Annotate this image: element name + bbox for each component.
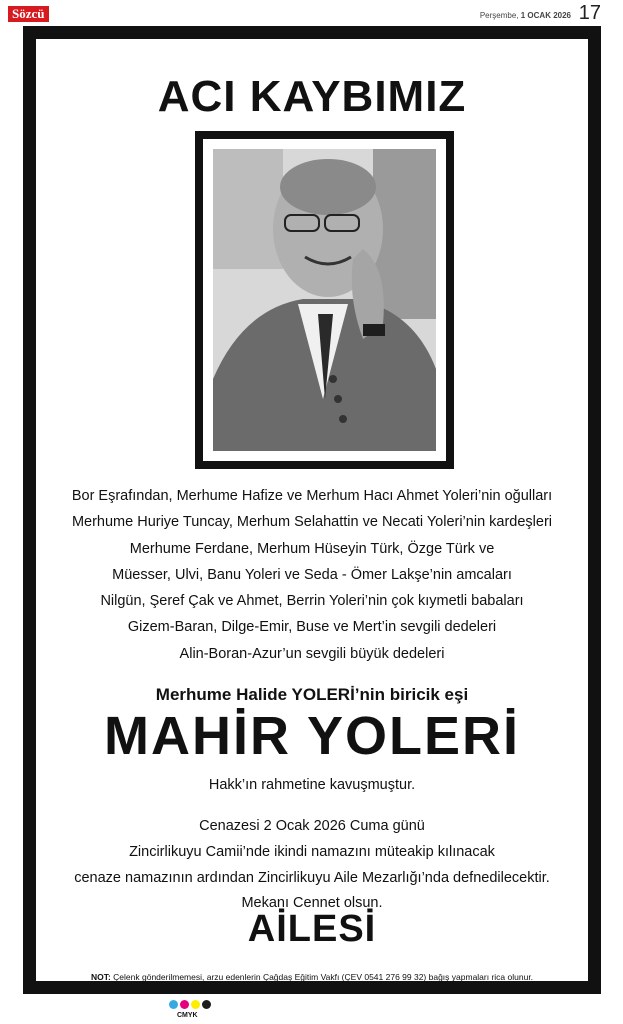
- newspaper-logo: Sözcü: [8, 6, 49, 22]
- relatives-line: Merhume Huriye Tuncay, Merhum Selahattin ve Necati Yoleri’nin kardeşleri: [71, 514, 553, 531]
- portrait-photo: [213, 149, 436, 451]
- relatives-line: Alin-Boran-Azur’un sevgili büyük dedeleri: [179, 645, 445, 662]
- magenta-dot: [180, 1000, 189, 1009]
- page-number: 17: [578, 2, 601, 24]
- date-day: Perşembe,: [479, 11, 519, 20]
- funeral-details: [36, 814, 588, 917]
- portrait-frame: [195, 131, 454, 469]
- relatives-line: Müesser, Ulvi, Banu Yoleri ve Seda - Ömer Lakşe’nin amcaları: [112, 566, 512, 583]
- funeral-line: Mekanı Cennet olsun.: [241, 895, 383, 912]
- relatives-line: Bor Eşrafından, Merhume Hafize ve Merhum Hacı Ahmet Yoleri’nin oğulları: [71, 488, 553, 504]
- cmyk-label: CMYK: [177, 1012, 198, 1019]
- deceased-name: MAHİR YOLERİ: [103, 706, 521, 766]
- obituary-title: ACI KAYBIMIZ: [157, 72, 467, 121]
- note-label: NOT:: [90, 972, 111, 982]
- black-dot: [202, 1000, 211, 1009]
- funeral-line: Zincirlikuyu Camii’nde ikindi namazını müteakip kılınacak: [129, 843, 495, 860]
- cyan-dot: [169, 1000, 178, 1009]
- obituary-frame: [23, 26, 601, 994]
- relatives-line: Merhume Ferdane, Merhum Hüseyin Türk, Özge Türk ve: [129, 540, 495, 557]
- date-value: 1 OCAK 2026: [520, 11, 571, 20]
- family-signature: AİLESİ: [247, 908, 377, 950]
- footer-note: [36, 972, 588, 982]
- funeral-line: cenaze namazının ardından Zincirlikuyu Aile Mezarlığı’nda defnedilecektir.: [74, 869, 550, 886]
- relatives-line: Nilgün, Şeref Çak ve Ahmet, Berrin Yoleri’nin çok kıymetli babaları: [100, 593, 524, 610]
- funeral-line: Cenazesi 2 Ocak 2026 Cuma günü: [199, 818, 425, 834]
- spouse-subhead: Merhume Halide YOLERİ’nin biricik eşi: [155, 685, 469, 704]
- note-text: Çelenk gönderilmemesi, arzu edenlerin Çağdaş Eğitim Vakfı (ÇEV 0541 276 99 32) bağış yapmaları rica olunur.: [113, 972, 534, 982]
- yellow-dot: [191, 1000, 200, 1009]
- header-date: [480, 11, 571, 20]
- relatives-line: Gizem-Baran, Dilge-Emir, Buse ve Mert’in sevgili dedeleri: [127, 619, 497, 636]
- passing-text: Hakk’ın rahmetine kavuşmuştur.: [208, 777, 416, 793]
- relatives-list: [36, 483, 588, 667]
